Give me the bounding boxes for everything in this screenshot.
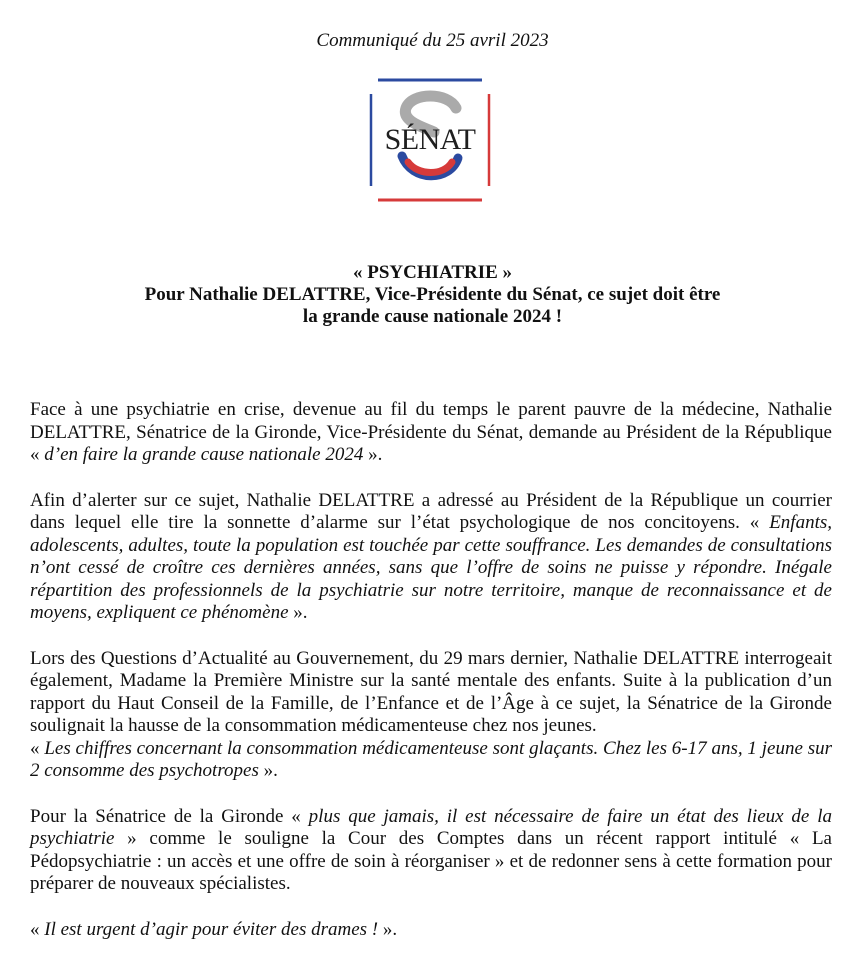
paragraph-1-end: ».: [363, 444, 383, 465]
headline-line-3: la grande cause nationale 2024 !: [302, 306, 563, 327]
paragraph-5-quote: Il est urgent d’agir pour éviter des drames !: [44, 918, 379, 940]
paragraph-1-quote: d’en faire la grande cause nationale 2024: [44, 444, 364, 465]
paragraph-2-end: ».: [288, 602, 308, 623]
headline-line-1: « PSYCHIATRIE »: [352, 262, 513, 283]
paragraph-4-end: » comme le souligne la Cour des Comptes dans un récent rapport intitulé « La Pédopsychiatrie : un accès et une offre de soin à réorganiser » et de redonner sens à cette formation pour préparer de nouveaux spécialistes.: [30, 828, 832, 894]
paragraph-3-text: Lors des Questions d’Actualité au Gouvernement, du 29 mars dernier, Nathalie DELATTRE interrogeait également, Madame la Première Ministre sur la santé mentale des enfants. Suite à la publication d’un rapport du Haut Conseil de la Famille, de l’Enfance et de l’Âge à ce sujet, la Sénatrice de la Gironde soulignait la hausse de la consommation médicamenteuse chez nos jeunes.: [30, 647, 832, 736]
paragraph-5: [30, 919, 832, 942]
paragraph-2: [30, 490, 832, 625]
paragraph-1-text: Face à une psychiatrie en crise, devenue au fil du temps le parent pauvre de la médecine, Nathalie DELATTRE, Sénatrice de la Gironde, Vice-Présidente du Sénat, demande au Président de la République «: [30, 399, 832, 465]
paragraph-3-quote: Les chiffres concernant la consommation médicamenteuse sont glaçants. Chez les 6-17 ans, 1 jeune sur 2 consomme des psychotropes: [30, 737, 832, 781]
paragraph-4-quote: plus que jamais, il est nécessaire de faire un état des lieux de la psychiatrie: [30, 805, 832, 849]
logo-text: SÉNAT: [384, 123, 476, 156]
paragraph-5-end: ».: [378, 918, 398, 940]
paragraph-3-end: ».: [258, 760, 278, 781]
headline: [0, 262, 865, 328]
paragraph-3-open: «: [30, 737, 45, 759]
paragraph-5-open: «: [30, 918, 45, 940]
paragraph-4-text: Pour la Sénatrice de la Gironde «: [30, 805, 309, 827]
paragraph-2-text: Afin d’alerter sur ce sujet, Nathalie DELATTRE a adressé au Président de la République un courrier dans lequel elle tire la sonnette d’alarme sur l’état psychologique de nos concitoyens. «: [30, 489, 832, 533]
paragraph-4: [30, 806, 832, 896]
paragraph-3: [30, 648, 832, 783]
date-line: Communiqué du 25 avril 2023: [316, 30, 549, 51]
senat-logo: [368, 78, 492, 202]
paragraph-2-quote: Enfants, adolescents, adultes, toute la population est touchée par cette souffrance. Les demandes de consultations n’ont cessé de croître ces dernières années, sans que l’offre de soins ne puisse y répondre. Inégale répartition des professionnels de la psychiatrie sur notre territoire, manque de reconnaissance et de moyens, expliquent ce phénomène: [30, 512, 832, 623]
paragraph-1: [30, 399, 832, 467]
press-release-body: [30, 399, 832, 941]
headline-line-2: Pour Nathalie DELATTRE, Vice-Présidente du Sénat, ce sujet doit être: [144, 284, 721, 305]
